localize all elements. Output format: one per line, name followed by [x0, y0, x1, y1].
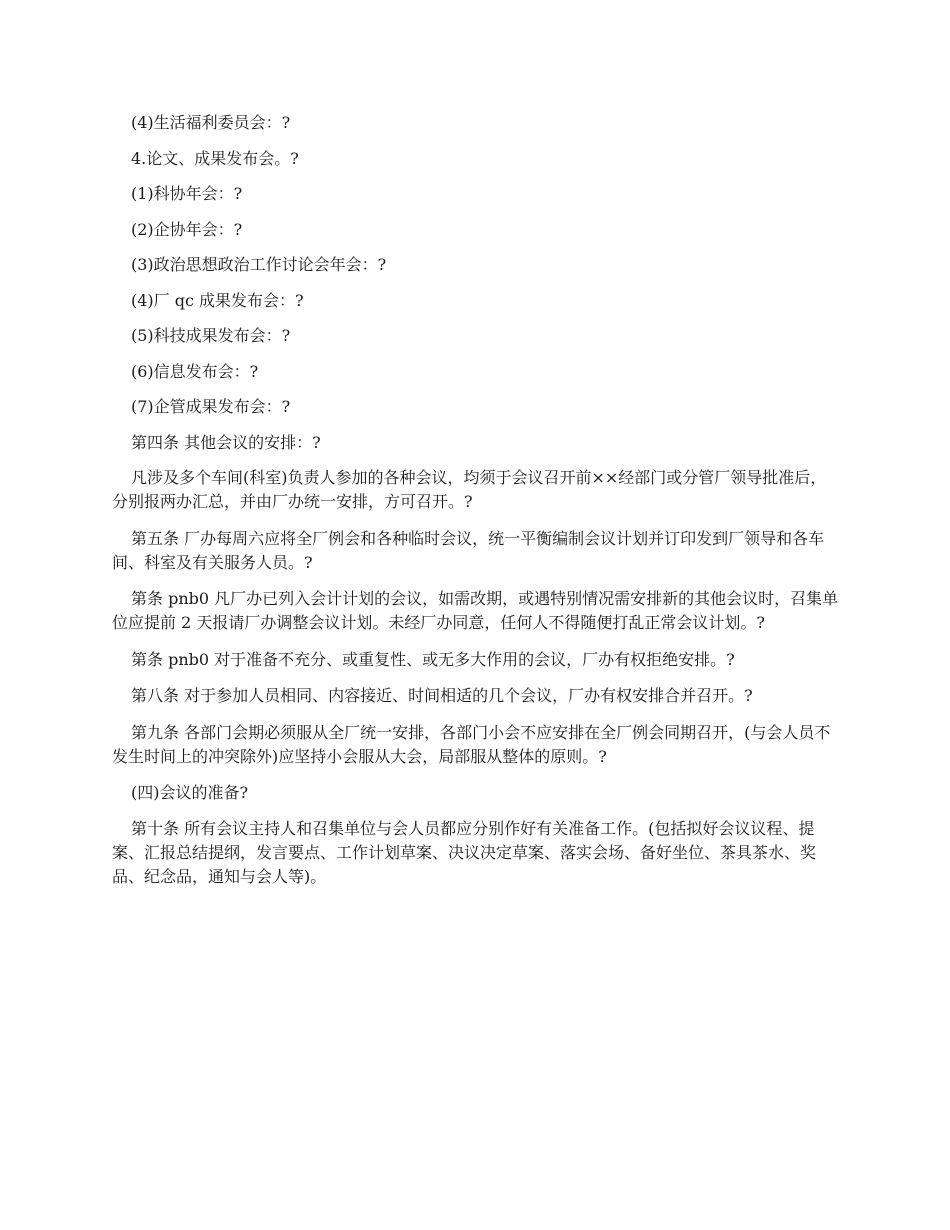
paragraph-article-4-body: 凡涉及多个车间(科室)负责人参加的各种会议，均须于会议召开前××经部门或分管厂领导批准后，分别报两办汇总，并由厂办统一安排，方可召开。?	[112, 468, 827, 511]
paragraph-article-6: 第条 pnb0 凡厂办已列入会计计划的会议，如需改期，或遇特别情况需安排新的其他会议时，召集单位应提前 2 天报请厂办调整会议计划。未经厂办同意，任何人不得随便打乱正常会议计划。?	[112, 589, 839, 632]
paragraph-info-release-meeting: (6)信息发布会：?	[131, 361, 259, 381]
paragraph-welfare-committee: (4)生活福利委员会：?	[131, 113, 291, 132]
paragraph-sci-assoc-meeting: (1)科协年会：?	[131, 184, 243, 203]
paragraph-article-4-heading: 第四条 其他会议的安排：?	[131, 432, 321, 452]
paragraph-section-4-heading: 4.论文、成果发布会。?	[131, 148, 299, 168]
document-body	[112, 111, 842, 901]
paragraph-article-8: 第八条 对于参加人员相同、内容接近、时间相适的几个会议，厂办有权安排合并召开。?	[131, 686, 753, 705]
paragraph-mgmt-results-meeting: (7)企管成果发布会：?	[131, 397, 291, 416]
paragraph-tech-results-meeting: (5)科技成果发布会：?	[131, 326, 291, 345]
paragraph-section-meeting-prep: (四)会议的准备?	[131, 783, 249, 802]
paragraph-article-7: 第条 pnb0 对于准备不充分、或重复性、或无多大作用的会议，厂办有权拒绝安排。?	[131, 649, 735, 669]
paragraph-political-work-meeting: (3)政治思想政治工作讨论会年会：?	[131, 255, 387, 274]
paragraph-enterprise-assoc-meeting: (2)企协年会：?	[131, 219, 243, 239]
paragraph-article-5: 第五条 厂办每周六应将全厂例会和各种临时会议，统一平衡编制会议计划并订印发到厂领导和各车间、科室及有关服务人员。?	[112, 528, 825, 572]
paragraph-article-9: 第九条 各部门会期必须服从全厂统一安排，各部门小会不应安排在全厂例会同期召开，(与会人员不发生时间上的冲突除外)应坚持小会服从大会，局部服从整体的原则。?	[112, 722, 831, 766]
paragraph-article-10: 第十条 所有会议主持人和召集单位与会人员都应分别作好有关准备工作。(包括拟好会议议程、提案、汇报总结提纲，发言要点、工作计划草案、决议决定草案、落实会场、备好坐位、茶具茶水、奖品、纪念品，通知与会人等)。	[112, 818, 817, 886]
paragraph-qc-results-meeting: (4)厂 qc 成果发布会：?	[131, 290, 304, 310]
